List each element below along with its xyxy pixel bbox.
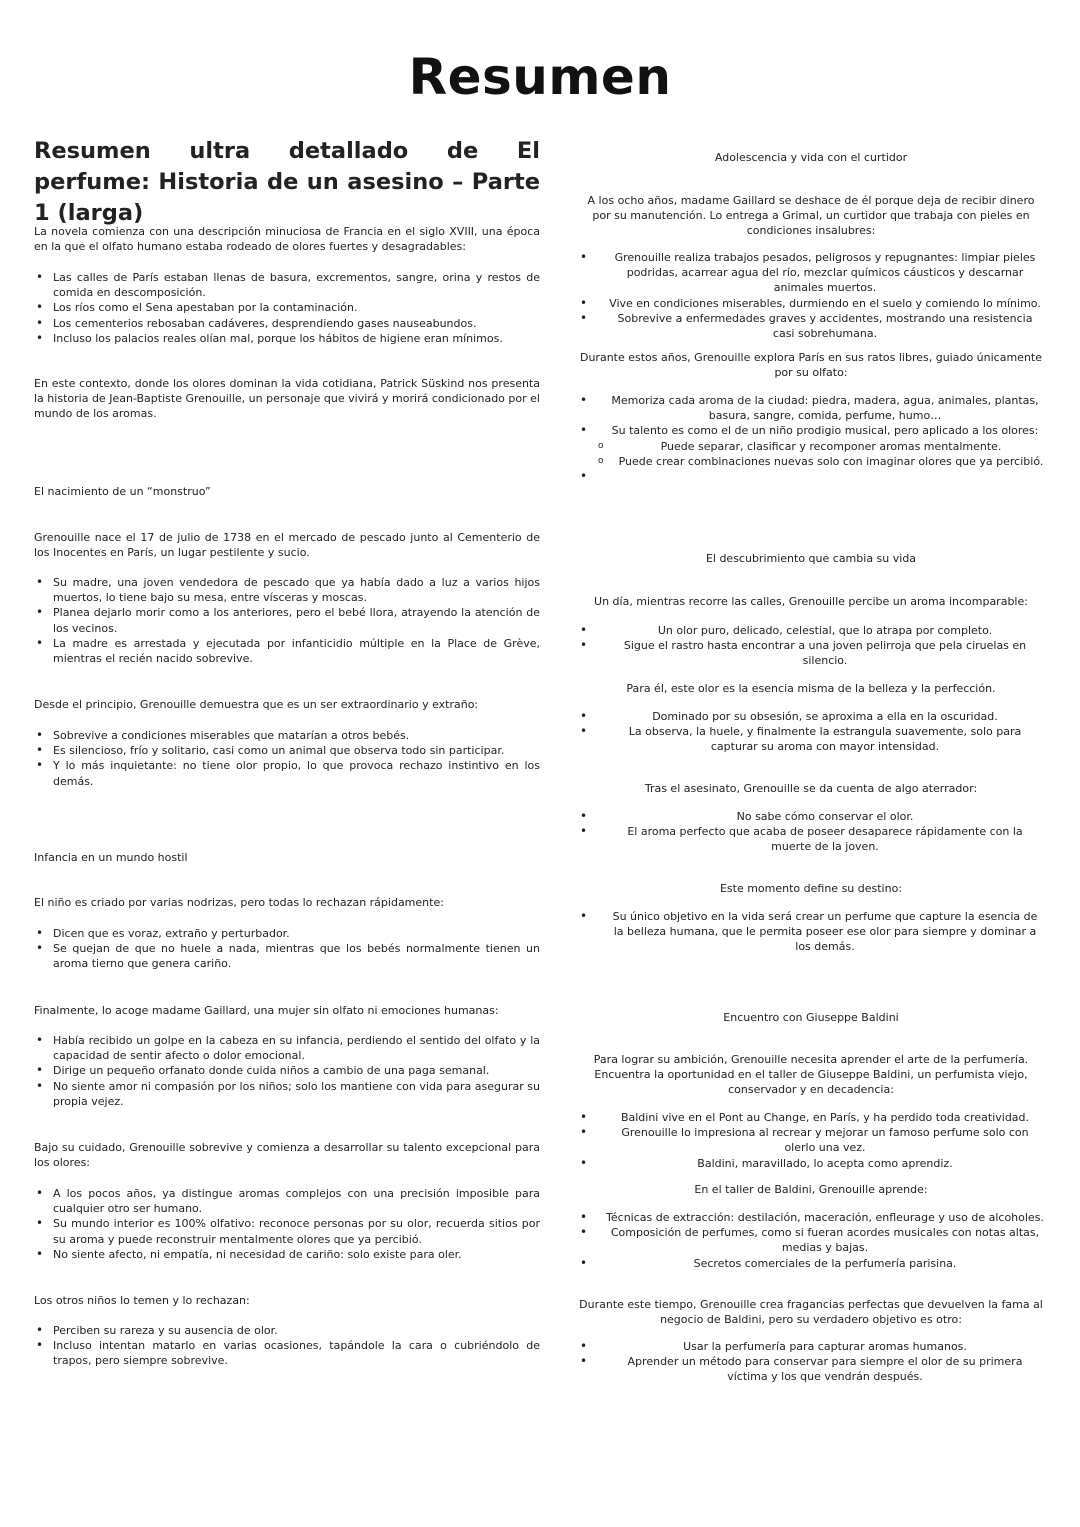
list-item: • Sigue el rastro hasta encontrar a una joven pelirroja que pela ciruelas en silencio.: [578, 638, 1044, 668]
paragraph: Para lograr su ambición, Grenouille necesita aprender el arte de la perfumería. Encuentra la oportunidad en el taller de Giuseppe Baldini, un perfumista viejo, conservador y en decadencia:: [593, 1053, 1029, 1097]
paragraph: El nacimiento de un “monstruo”: [34, 485, 211, 498]
list-item: • Dicen que es voraz, extraño y perturbador.: [34, 926, 540, 941]
list-item: • No siente amor ni compasión por los niños; solo los mantiene con vida para asegurar su propia vejez.: [34, 1079, 540, 1109]
paragraph: Este momento define su destino:: [719, 882, 903, 895]
list-item: • Su único objetivo en la vida será crear un perfume que capture la esencia de la belleza humana, que le permita poseer ese olor para siempre y dominar a los demás.: [578, 909, 1044, 955]
list-item: • Vive en condiciones miserables, durmiendo en el suelo y comiendo lo mínimo.: [578, 296, 1044, 311]
bullet-list: [578, 393, 1044, 484]
list-item: • Aprender un método para conservar para siempre el olor de su primera víctima y los que vendrán después.: [578, 1354, 1044, 1384]
bullet-list: [34, 728, 540, 789]
list-item: • No sabe cómo conservar el olor.: [578, 809, 1044, 824]
paragraph: Durante este tiempo, Grenouille crea fragancias perfectas que devuelven la fama al negocio de Baldini, pero su verdadero objetivo es otro:: [579, 1298, 1043, 1327]
paragraph: En el taller de Baldini, Grenouille aprende:: [694, 1183, 928, 1196]
paragraph: Desde el principio, Grenouille demuestra que es un ser extraordinario y extraño:: [34, 698, 479, 711]
list-item: • Sobrevive a enfermedades graves y accidentes, mostrando una resistencia casi sobrehumana.: [578, 311, 1044, 341]
list-item: • Su talento es como el de un niño prodigio musical, pero aplicado a los olores:: [578, 423, 1044, 438]
list-item: • Los cementerios rebosaban cadáveres, desprendiendo gases nauseabundos.: [34, 316, 540, 331]
paragraph: Un día, mientras recorre las calles, Grenouille percibe un aroma incomparable:: [594, 595, 1028, 608]
list-item: • No siente afecto, ni empatía, ni necesidad de cariño: solo existe para oler.: [34, 1247, 540, 1262]
list-item: • Planea dejarlo morir como a los anteriores, pero el bebé llora, atrayendo la atención de los vecinos.: [34, 605, 540, 635]
paragraph: La novela comienza con una descripción minuciosa de Francia en el siglo XVIII, una época en la que el olfato humano estaba rodeado de olores fuertes y desagradables:: [34, 225, 540, 254]
paragraph: En este contexto, donde los olores dominan la vida cotidiana, Patrick Süskind nos presenta la historia de Jean-Baptiste Grenouille, un personaje que vivirá y morirá condicionado por el mundo de los aromas.: [34, 377, 540, 421]
bullet-list: [34, 270, 540, 346]
paragraph: Grenouille nace el 17 de julio de 1738 en el mercado de pescado junto al Cementerio de los Inocentes en París, un lugar pestilente y sucio.: [34, 531, 540, 560]
list-item: • Baldini, maravillado, lo acepta como aprendiz.: [578, 1156, 1044, 1171]
bullet-list: [34, 575, 540, 666]
bullet-list: [578, 1110, 1044, 1171]
bullet-list: [34, 1186, 540, 1262]
list-item: • La madre es arrestada y ejecutada por infanticidio múltiple en la Place de Grève, mientras el recién nacido sobrevive.: [34, 636, 540, 666]
bullet-list: [578, 909, 1044, 955]
list-item: • Memoriza cada aroma de la ciudad: piedra, madera, agua, animales, plantas, basura, sangre, comida, perfume, humo…: [578, 393, 1044, 423]
bullet-list: [578, 250, 1044, 341]
section-heading: Resumen ultra detallado de El perfume: Historia de un asesino – Parte 1 (larga): [34, 138, 540, 226]
sub-list-item: o Puede separar, clasificar y recomponer aromas mentalmente.: [578, 439, 1044, 454]
list-item: • La observa, la huele, y finalmente la estrangula suavemente, solo para capturar su aroma con mayor intensidad.: [578, 724, 1044, 754]
paragraph: A los ocho años, madame Gaillard se deshace de él porque deja de recibir dinero por su manutención. Lo entrega a Grimal, un curtidor que trabaja con pieles en condiciones insalubres:: [587, 194, 1035, 238]
list-item: • El aroma perfecto que acaba de poseer desaparece rápidamente con la muerte de la joven.: [578, 824, 1044, 854]
bullet-list: [578, 623, 1044, 669]
list-item: • Se quejan de que no huele a nada, mientras que los bebés normalmente tienen un aroma tierno que genera cariño.: [34, 941, 540, 971]
bullet-list: [34, 926, 540, 972]
list-item: • Los ríos como el Sena apestaban por la contaminación.: [34, 300, 540, 315]
list-item: • Técnicas de extracción: destilación, maceración, enfleurage y uso de alcoholes.: [578, 1210, 1044, 1225]
paragraph: El descubrimiento que cambia su vida: [705, 552, 917, 565]
list-item: • Un olor puro, delicado, celestial, que lo atrapa por completo.: [578, 623, 1044, 638]
paragraph: Adolescencia y vida con el curtidor: [714, 151, 908, 164]
list-item: • Su madre, una joven vendedora de pescado que ya había dado a luz a varios hijos muertos, lo tiene bajo su mesa, entre vísceras y moscas.: [34, 575, 540, 605]
list-item: • A los pocos años, ya distingue aromas complejos con una precisión imposible para cualquier otro ser humano.: [34, 1186, 540, 1216]
list-item: • Incluso intentan matarlo en varias ocasiones, tapándole la cara o cubriéndolo de trapos, pero siempre sobrevive.: [34, 1338, 540, 1368]
page-title: Resumen: [408, 48, 672, 106]
list-item: • Secretos comerciales de la perfumería parisina.: [578, 1256, 1044, 1271]
list-item: • Usar la perfumería para capturar aromas humanos.: [578, 1339, 1044, 1354]
sub-list-item: o Puede crear combinaciones nuevas solo con imaginar olores que ya percibió.: [578, 454, 1044, 469]
paragraph: Bajo su cuidado, Grenouille sobrevive y comienza a desarrollar su talento excepcional para los olores:: [34, 1141, 540, 1170]
paragraph: Tras el asesinato, Grenouille se da cuenta de algo aterrador:: [644, 782, 978, 795]
list-item: • Composición de perfumes, como si fueran acordes musicales con notas altas, medias y bajas.: [578, 1225, 1044, 1255]
paragraph: Para él, este olor es la esencia misma de la belleza y la perfección.: [626, 682, 996, 695]
paragraph: Durante estos años, Grenouille explora París en sus ratos libres, guiado únicamente por su olfato:: [579, 351, 1043, 380]
list-item: • Es silencioso, frío y solitario, casi como un animal que observa todo sin participar.: [34, 743, 540, 758]
paragraph: Infancia en un mundo hostil: [34, 851, 188, 864]
paragraph: Encuentro con Giuseppe Baldini: [723, 1011, 899, 1024]
list-item: • Y lo más inquietante: no tiene olor propio, lo que provoca rechazo instintivo en los demás.: [34, 758, 540, 788]
list-item: • Baldini vive en el Pont au Change, en París, y ha perdido toda creatividad.: [578, 1110, 1044, 1125]
bullet-list: [34, 1323, 540, 1369]
list-item: • Grenouille lo impresiona al recrear y mejorar un famoso perfume solo con olerlo una vez.: [578, 1125, 1044, 1155]
list-item: • Perciben su rareza y su ausencia de olor.: [34, 1323, 540, 1338]
list-item: • Dirige un pequeño orfanato donde cuida niños a cambio de una paga semanal.: [34, 1063, 540, 1078]
paragraph: Los otros niños lo temen y lo rechazan:: [34, 1294, 250, 1307]
bullet-list: [34, 1033, 540, 1109]
bullet-list: [578, 1339, 1044, 1385]
paragraph: Finalmente, lo acoge madame Gaillard, una mujer sin olfato ni emociones humanas:: [34, 1004, 499, 1017]
list-item: • Incluso los palacios reales olían mal, porque los hábitos de higiene eran mínimos.: [34, 331, 540, 346]
list-item: • Su mundo interior es 100% olfativo: reconoce personas por su olor, recuerda sitios por su aroma y puede reconstruir mentalmente olores que ya percibió.: [34, 1216, 540, 1246]
list-item: • Dominado por su obsesión, se aproxima a ella en la oscuridad.: [578, 709, 1044, 724]
list-item: [578, 469, 1044, 484]
list-item: • Sobrevive a condiciones miserables que matarían a otros bebés.: [34, 728, 540, 743]
list-item: • Las calles de París estaban llenas de basura, excrementos, sangre, orina y restos de comida en descomposición.: [34, 270, 540, 300]
list-item: • Había recibido un golpe en la cabeza en su infancia, perdiendo el sentido del olfato y la capacidad de sentir afecto o dolor emocional.: [34, 1033, 540, 1063]
bullet-list: [578, 809, 1044, 855]
bullet-list: [578, 1210, 1044, 1271]
bullet-list: [578, 709, 1044, 755]
list-item: • Grenouille realiza trabajos pesados, peligrosos y repugnantes: limpiar pieles podridas, acarrear agua del río, mezclar químicos cáusticos y descarnar animales muertos.: [578, 250, 1044, 296]
paragraph: El niño es criado por varias nodrizas, pero todas lo rechazan rápidamente:: [34, 896, 444, 909]
